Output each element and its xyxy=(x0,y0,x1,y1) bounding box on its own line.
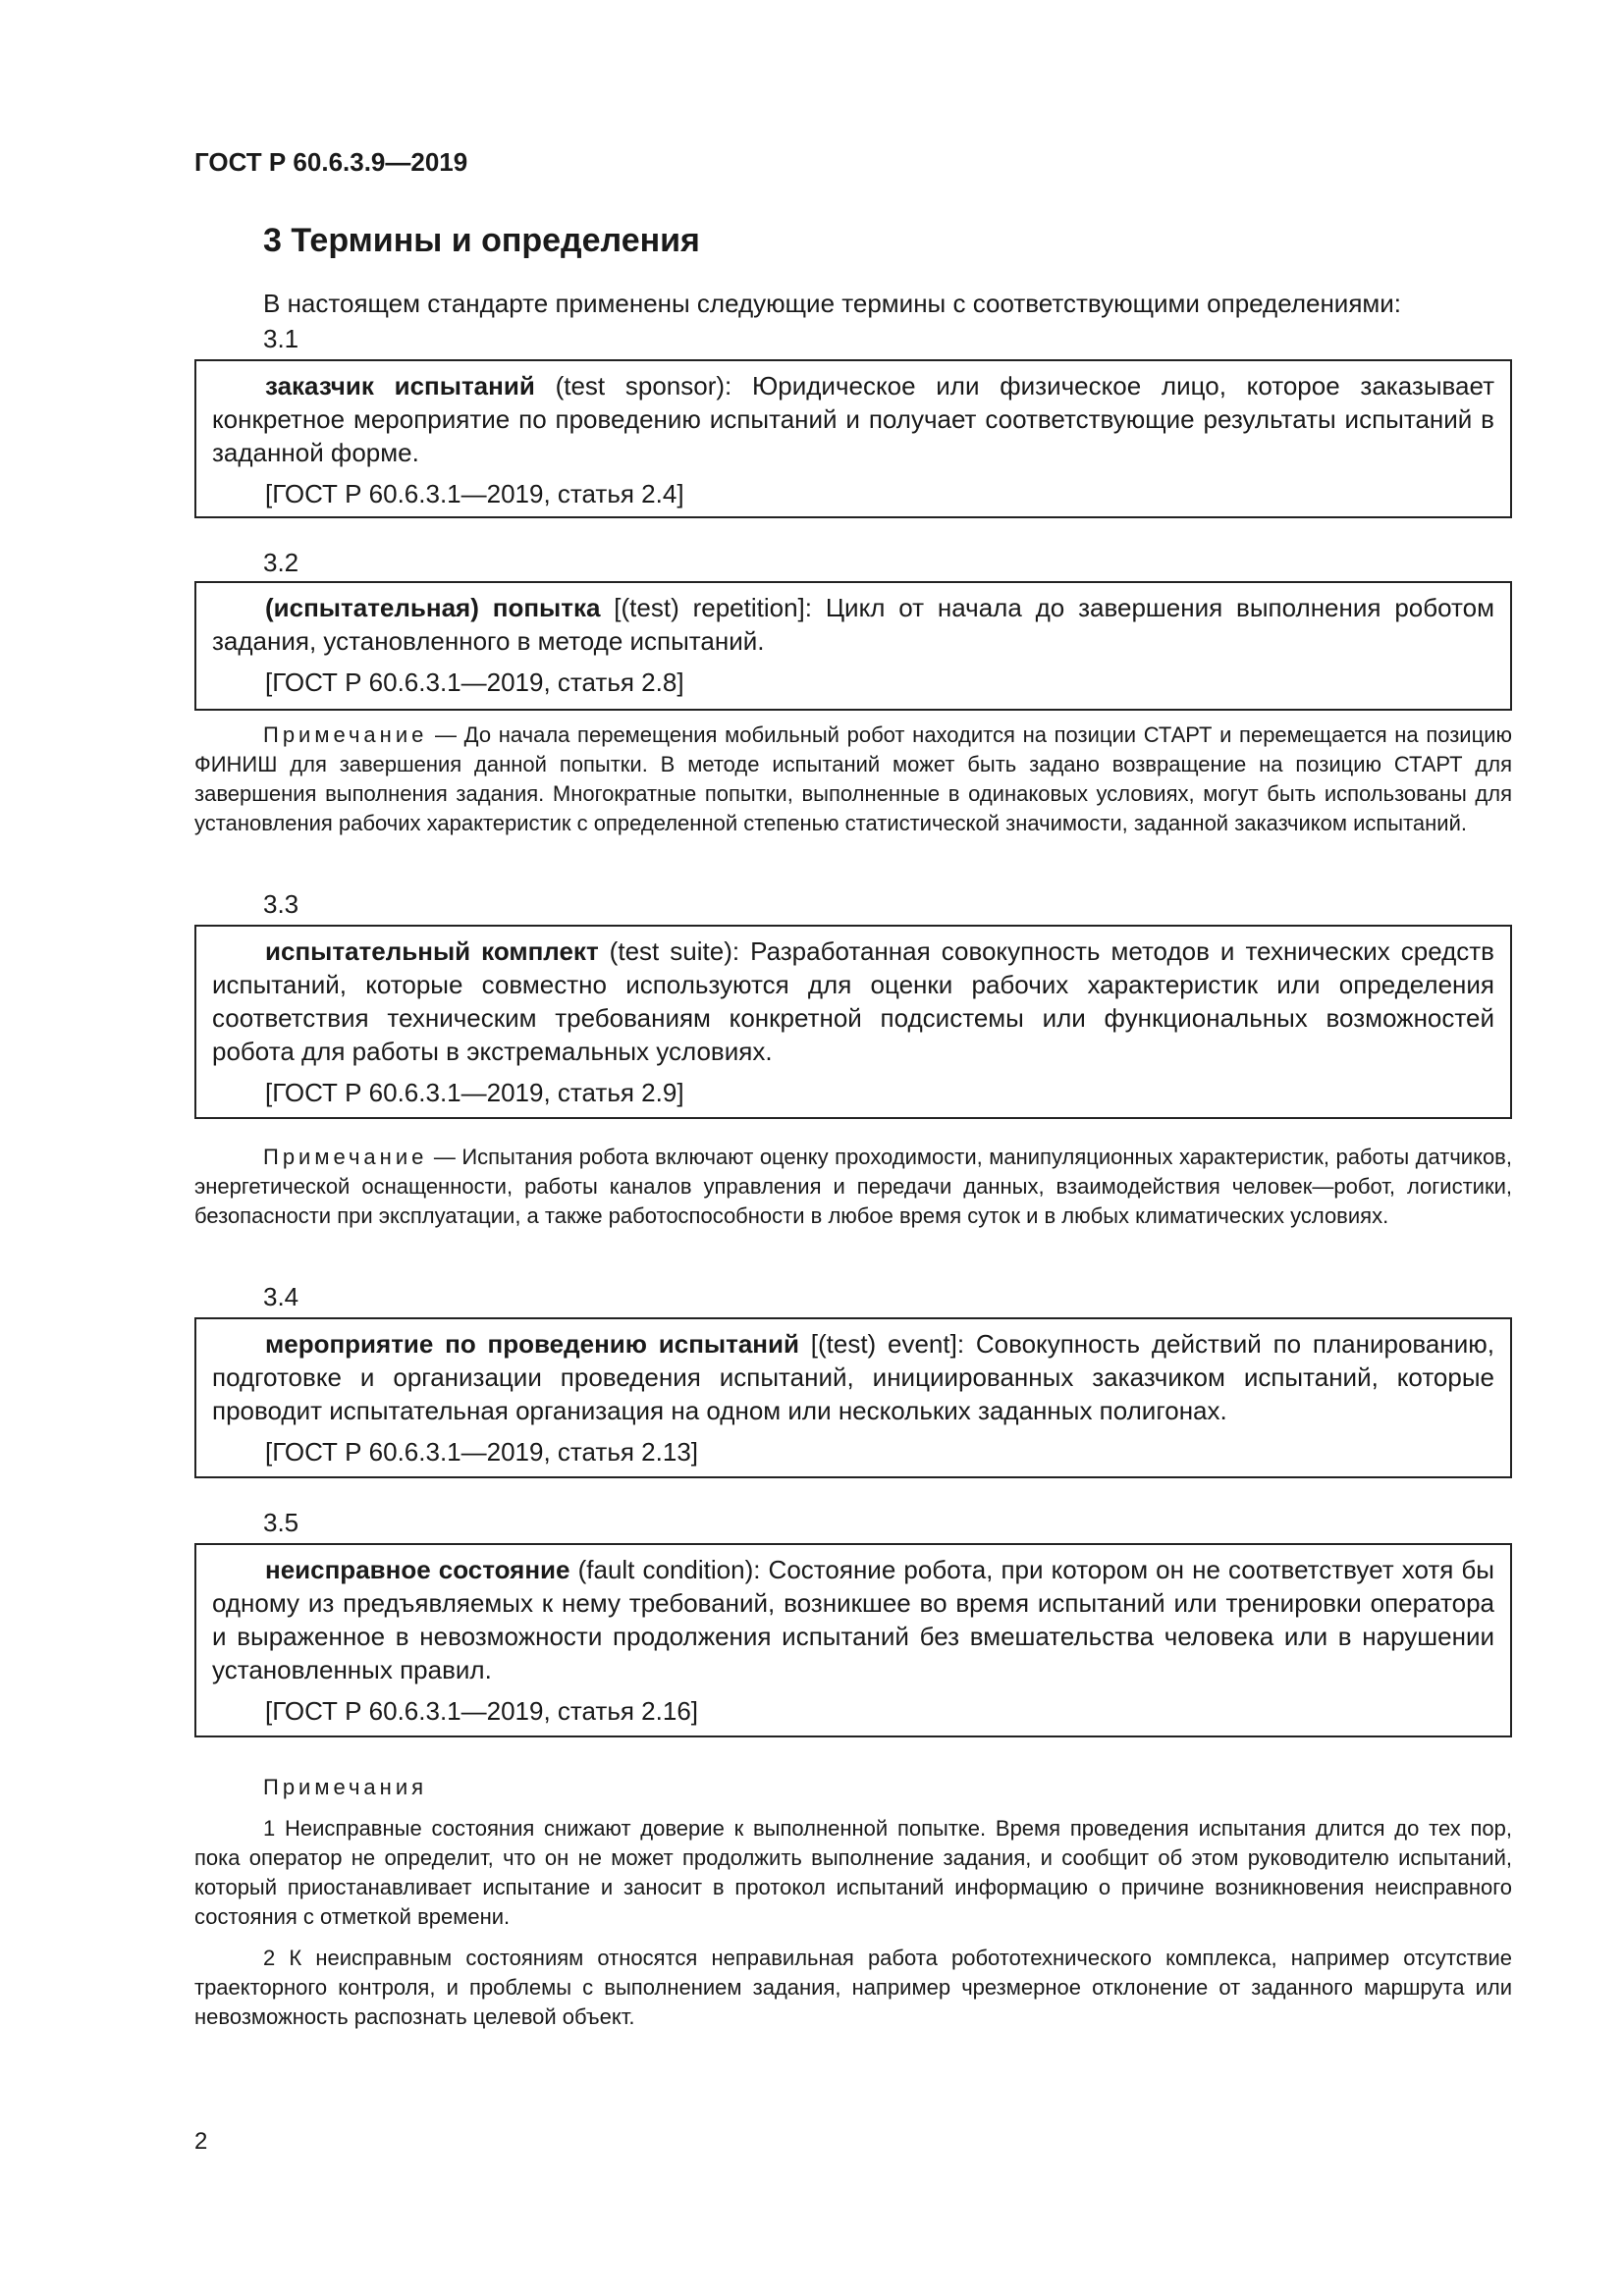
term-name: заказчик испытаний xyxy=(265,371,535,400)
term-definition xyxy=(212,934,1494,1068)
note xyxy=(194,721,1512,838)
note-text: — Испытания робота включают оценку проходимости, манипуляционных характеристик, работы датчиков, энергетической оснащенности, работы каналов управления и передачи данных, взаимодействия человек—робот, логистики, безопасности при эксплуатации, а также работоспособности в любое время суток и в любых климатических условиях. xyxy=(194,1145,1512,1228)
note-label: Примечание xyxy=(263,722,428,747)
term-name: испытательный комплект xyxy=(265,936,599,966)
notes-title: Примечания xyxy=(263,1775,428,1799)
term-number: 3.2 xyxy=(263,548,299,577)
definition-text: [(test) event]: Совокупность действий по планированию, подготовке и организации проведения испытаний, инициированных заказчиком испытаний, которые проводит испытательная организация на одном или нескольких заданных полигонах. xyxy=(212,1329,1494,1425)
term-definition xyxy=(212,369,1494,469)
page-number: 2 xyxy=(194,2128,208,2155)
intro-text: В настоящем стандарте применены следующие термины с соответствующими определениями: xyxy=(263,289,1402,318)
term-source: [ГОСТ Р 60.6.3.1—2019, статья 2.8] xyxy=(265,667,684,697)
term-box xyxy=(194,1543,1512,1737)
section-title: 3 Термины и определения xyxy=(263,222,700,259)
term-source: [ГОСТ Р 60.6.3.1—2019, статья 2.16] xyxy=(265,1696,698,1726)
term-name: (испытательная) попытка xyxy=(265,593,601,622)
term-number: 3.4 xyxy=(263,1282,299,1311)
definition-text: [(test) repetition]: Цикл от начала до завершения выполнения роботом задания, установленного в методе испытаний. xyxy=(212,593,1494,656)
term-number: 3.3 xyxy=(263,889,299,919)
definition-text: (test sponsor): Юридическое или физическое лицо, которое заказывает конкретное мероприятие по проведению испытаний и получает соответствующие результаты испытаний в заданной форме. xyxy=(212,371,1495,467)
note-text: — До начала перемещения мобильный робот находится на позиции СТАРТ и перемещается на позицию ФИНИШ для завершения данной попытки. В методе испытаний может быть задано возвращение на позицию СТАРТ для завершения выполнения задания. Многократные попытки, выполненные в одинаковых условиях, могут быть использованы для установления рабочих характеристик с определенной степенью статистической значимости, заданной заказчиком испытаний. xyxy=(194,722,1512,835)
term-number: 3.1 xyxy=(263,324,299,353)
term-box xyxy=(194,581,1512,711)
definition-text: (test suite): Разработанная совокупность методов и технических средств испытаний, которые совместно используются для оценки рабочих характеристик или определения соответствия техническим требованиям конкретной подсистемы или функциональных возможностей робота для работы в экстремальных условиях. xyxy=(212,936,1494,1066)
document-header: ГОСТ Р 60.6.3.9—2019 xyxy=(194,147,468,177)
term-definition xyxy=(212,591,1494,658)
term-source: [ГОСТ Р 60.6.3.1—2019, статья 2.4] xyxy=(265,479,684,508)
term-source: [ГОСТ Р 60.6.3.1—2019, статья 2.9] xyxy=(265,1078,684,1107)
term-name: неисправное состояние xyxy=(265,1555,570,1584)
term-source: [ГОСТ Р 60.6.3.1—2019, статья 2.13] xyxy=(265,1437,698,1467)
term-definition xyxy=(212,1553,1494,1686)
note-item: 1 Неисправные состояния снижают доверие к выполненной попытке. Время проведения испытания длится до тех пор, пока оператор не определит, что он не может продолжить выполнение задания, и сообщит об этом руководителю испытаний, который приостанавливает испытание и заносит в протокол испытаний информацию о причине возникновения неисправного состояния с отметкой времени. xyxy=(194,1816,1512,1929)
note-item: 2 К неисправным состояниям относятся неправильная работа робототехнического комплекса, например отсутствие траекторного контроля, и проблемы с выполнением задания, например чрезмерное отклонение от заданного маршрута или невозможность распознать целевой объект. xyxy=(194,1946,1512,2029)
term-definition xyxy=(212,1327,1494,1427)
term-box xyxy=(194,925,1512,1119)
definition-text: (fault condition): Состояние робота, при котором он не соответствует хотя бы одному из предъявляемых к нему требований, возникшее во время испытаний или тренировки оператора и выраженное в невозможности продолжения испытаний без вмешательства человека или в нарушении установленных правил. xyxy=(212,1555,1494,1684)
note xyxy=(194,1143,1512,1231)
term-box xyxy=(194,1317,1512,1478)
term-number: 3.5 xyxy=(263,1508,299,1537)
term-box xyxy=(194,359,1512,518)
term-name: мероприятие по проведению испытаний xyxy=(265,1329,799,1359)
note-label: Примечание xyxy=(263,1145,428,1169)
